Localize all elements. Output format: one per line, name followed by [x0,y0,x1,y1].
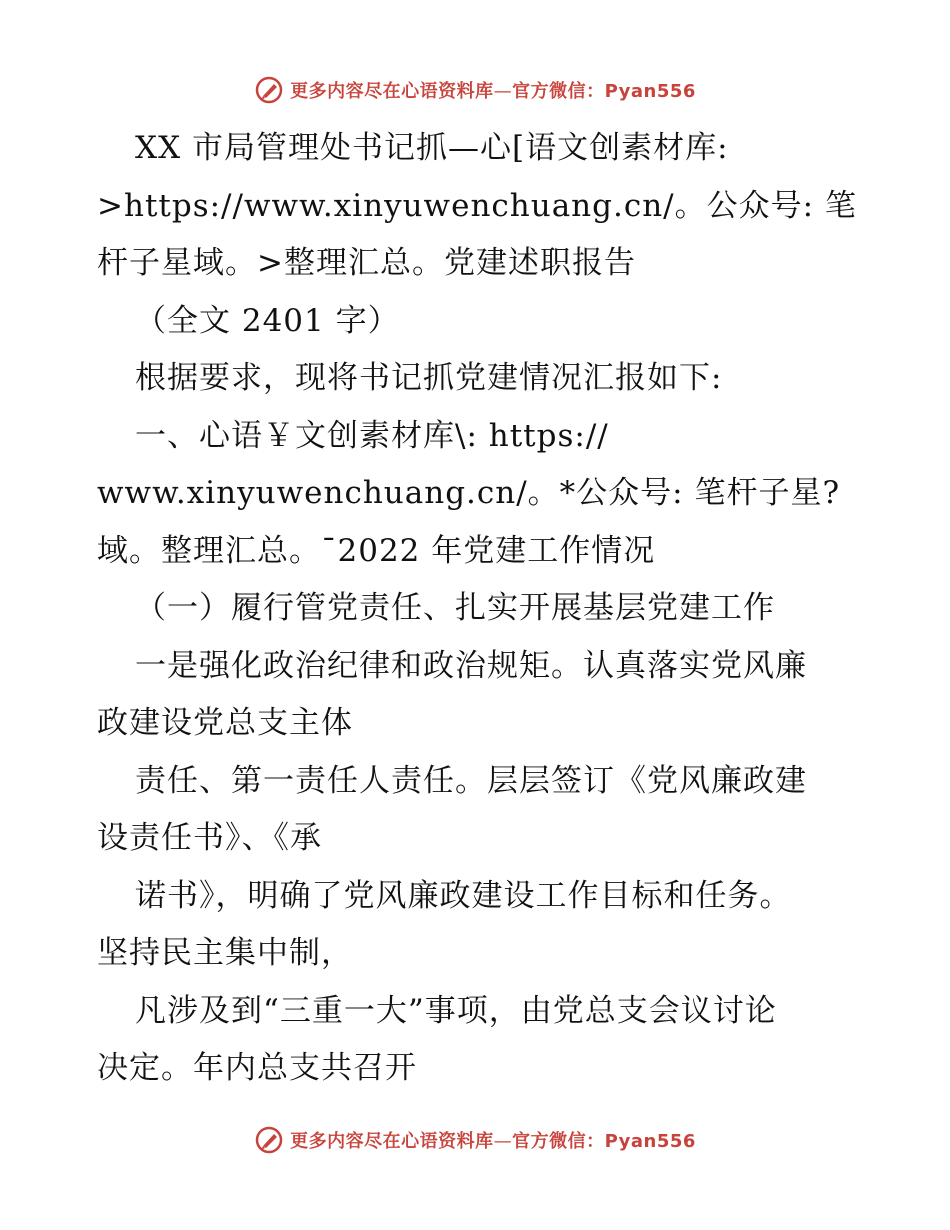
text-line: www.xinyuwenchuang.cn/。*公众号: 笔杆子星? [97,475,841,511]
document-body [97,120,857,1098]
footer-watermark [0,1120,950,1160]
text-line: （一）履行管党责任、扎实开展基层党建工作 [135,590,775,626]
text-line: 诺书》，明确了党风廉政建设工作目标和任务。 [135,877,792,914]
text-line: 一、心语￥文创素材库\: https:// [135,417,609,454]
text-line: 一是强化政治纪律和政治规矩。认真落实党风廉 [135,647,807,684]
text-line: 根据要求，现将书记抓党建情况汇报如下: [135,360,723,396]
text-line: 责任、第一责任人责任。层层签订《党风廉政建 [135,762,807,799]
text-line: 杆子星域。>整理汇总。党建述职报告 [97,245,636,281]
text-line: 政建设党总支主体 [97,705,353,741]
text-line: （全文 2401 字） [135,302,400,339]
text-line: 域。整理汇总。¯2022 年党建工作情况 [97,532,656,569]
text-line: 凡涉及到“三重一大”事项，由党总支会议讨论 [135,992,777,1029]
text-line: 坚持民主集中制， [97,935,353,971]
watermark-text: 更多内容尽在心语资料库—官方微信：Pyan556 [290,81,696,102]
watermark-text: 更多内容尽在心语资料库—官方微信：Pyan556 [290,1131,696,1152]
pen-logo-icon [254,1125,284,1155]
text-line: >https://www.xinyuwenchuang.cn/。公众号: 笔 [97,187,857,224]
text-line: XX 市局管理处书记抓—心[语文创素材库: [135,130,729,166]
pen-logo-icon [254,75,284,105]
text-line: 设责任书》、《承 [97,820,322,856]
text-line: 决定。年内总支共召开 [97,1050,417,1086]
header-watermark [0,70,950,110]
